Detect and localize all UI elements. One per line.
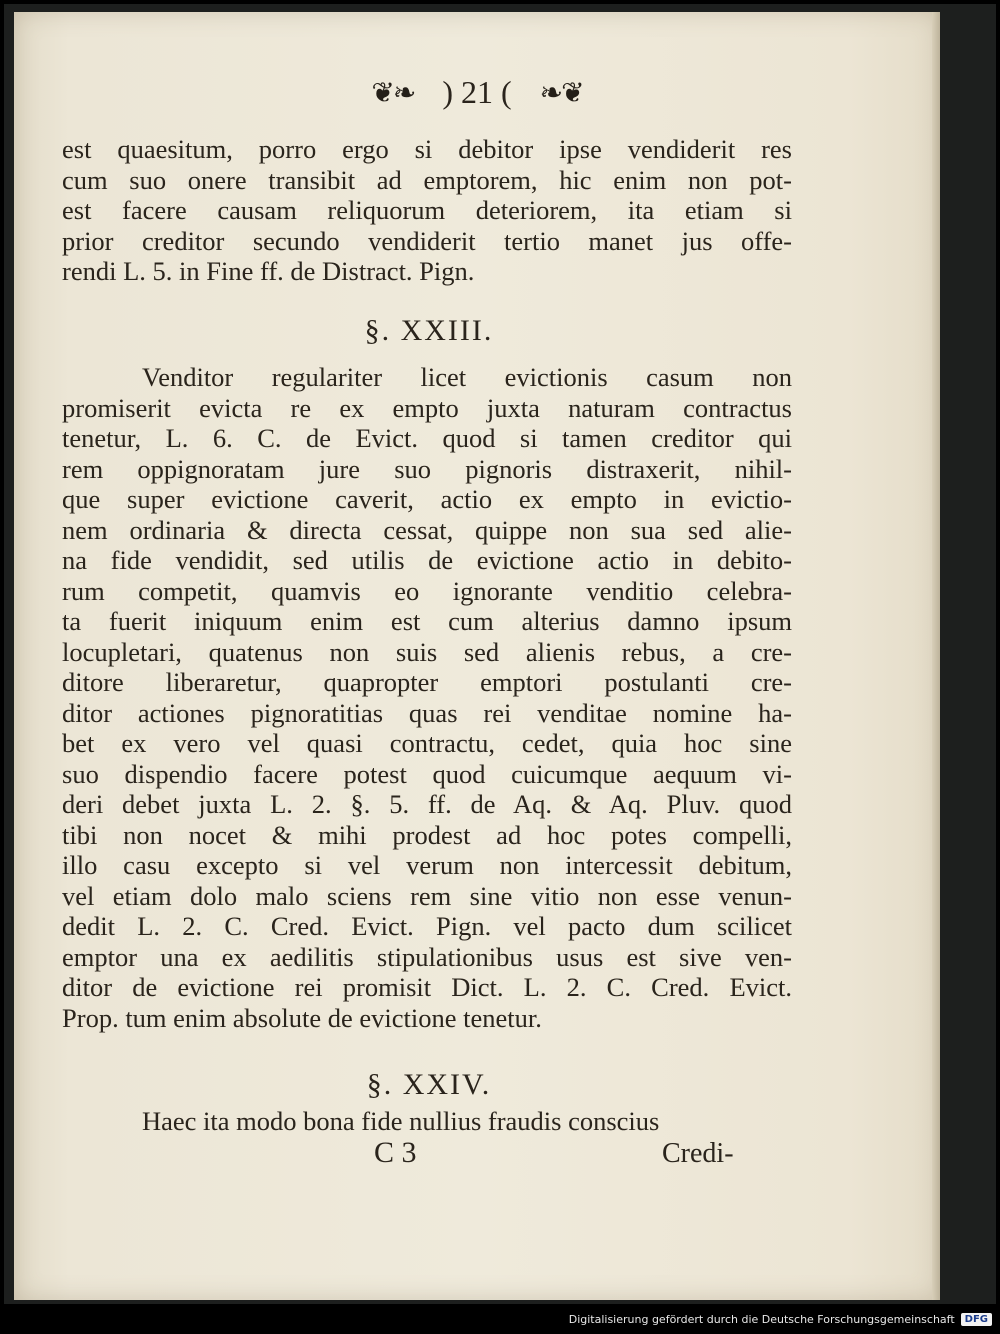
text-line: rem oppignoratam jure suo pignoris distraxerit, nihil- (62, 453, 792, 484)
text-line: tibi non nocet & mihi prodest ad hoc potes compelli, (62, 819, 792, 850)
text-line: ta fuerit iniquum enim est cum alterius damno ipsum (62, 606, 792, 636)
text-line: ditor actiones pignoratitias quas rei venditae nomine ha- (62, 697, 792, 728)
signature-mark: C 3 (374, 1136, 417, 1169)
text-line: est facere causam reliquorum deteriorem, ita etiam si (62, 195, 792, 225)
text-line: rendi L. 5. in Fine ff. de Distract. Pign. (62, 256, 475, 286)
book-page (14, 12, 940, 1300)
page-edge (932, 12, 940, 1300)
text-line: bet ex vero vel quasi contractu, cedet, quia hoc sine (62, 728, 792, 758)
text-line: cum suo onere transibit ad emptorem, hic enim non pot- (62, 164, 792, 195)
text-line: dedit L. 2. C. Cred. Evict. Pign. vel pacto dum scilicet (62, 911, 792, 941)
text-line: Prop. tum enim absolute de evictione tenetur. (62, 1002, 542, 1033)
text-line: illo casu excepto si vel verum non intercessit debitum, (62, 850, 792, 880)
text-line: suo dispendio facere potest quod cuicumque aequum vi- (62, 758, 792, 789)
ornament-left-icon: ❦❧ (371, 76, 415, 109)
text-line: vel etiam dolo malo sciens rem sine vitio non esse venun- (62, 880, 792, 911)
banner-text: Digitalisierung gefördert durch die Deutsche Forschungsgemeinschaft (568, 1312, 955, 1326)
text-line: prior creditor secundo vendiderit tertio manet jus offe- (62, 225, 792, 256)
paragraph-continuation (62, 134, 792, 287)
text-line: Haec ita modo bona fide nullius fraudis conscius (142, 1106, 660, 1136)
text-line: nem ordinaria & directa cessat, quippe non sua sed alie- (62, 514, 792, 545)
catchword: Credi- (662, 1138, 734, 1169)
paragraph-section-xxiv (62, 1106, 792, 1137)
section-heading-xxiv: §. XXIV. (366, 1068, 492, 1101)
text-line: est quaesitum, porro ergo si debitor ipse vendiderit res (62, 134, 792, 164)
page-header (14, 74, 940, 111)
text-line: na fide vendidit, sed utilis de evictione actio in debito- (62, 545, 792, 575)
page-number: ) 21 ( (442, 74, 512, 110)
text-line: locupletari, quatenus non suis sed alienis rebus, a cre- (62, 636, 792, 667)
ornament-right-icon: ❧❦ (539, 76, 583, 109)
dfg-logo-icon: DFG (961, 1313, 992, 1326)
digitization-banner (569, 1308, 992, 1330)
text-line: tenetur, L. 6. C. de Evict. quod si tamen creditor qui (62, 423, 792, 453)
text-line: Venditor regulariter licet evictionis casum non (142, 362, 792, 392)
scan-frame (4, 4, 996, 1304)
section-heading-xxiii: §. XXIII. (364, 314, 494, 347)
text-line: promiserit evicta re ex empto juxta naturam contractus (62, 392, 792, 423)
text-line: emptor una ex aedilitis stipulationibus usus est sive ven- (62, 941, 792, 972)
text-line: ditore liberaretur, quapropter emptori postulanti cre- (62, 667, 792, 697)
text-line: deri debet juxta L. 2. §. 5. ff. de Aq. & Aq. Pluv. quod (62, 789, 792, 819)
text-line: rum competit, quamvis eo ignorante venditio celebra- (62, 575, 792, 606)
text-line: ditor de evictione rei promisit Dict. L. 2. C. Cred. Evict. (62, 972, 792, 1002)
paragraph-section-xxiii (62, 362, 792, 1033)
text-line: que super evictione caverit, actio ex empto in evictio- (62, 484, 792, 514)
